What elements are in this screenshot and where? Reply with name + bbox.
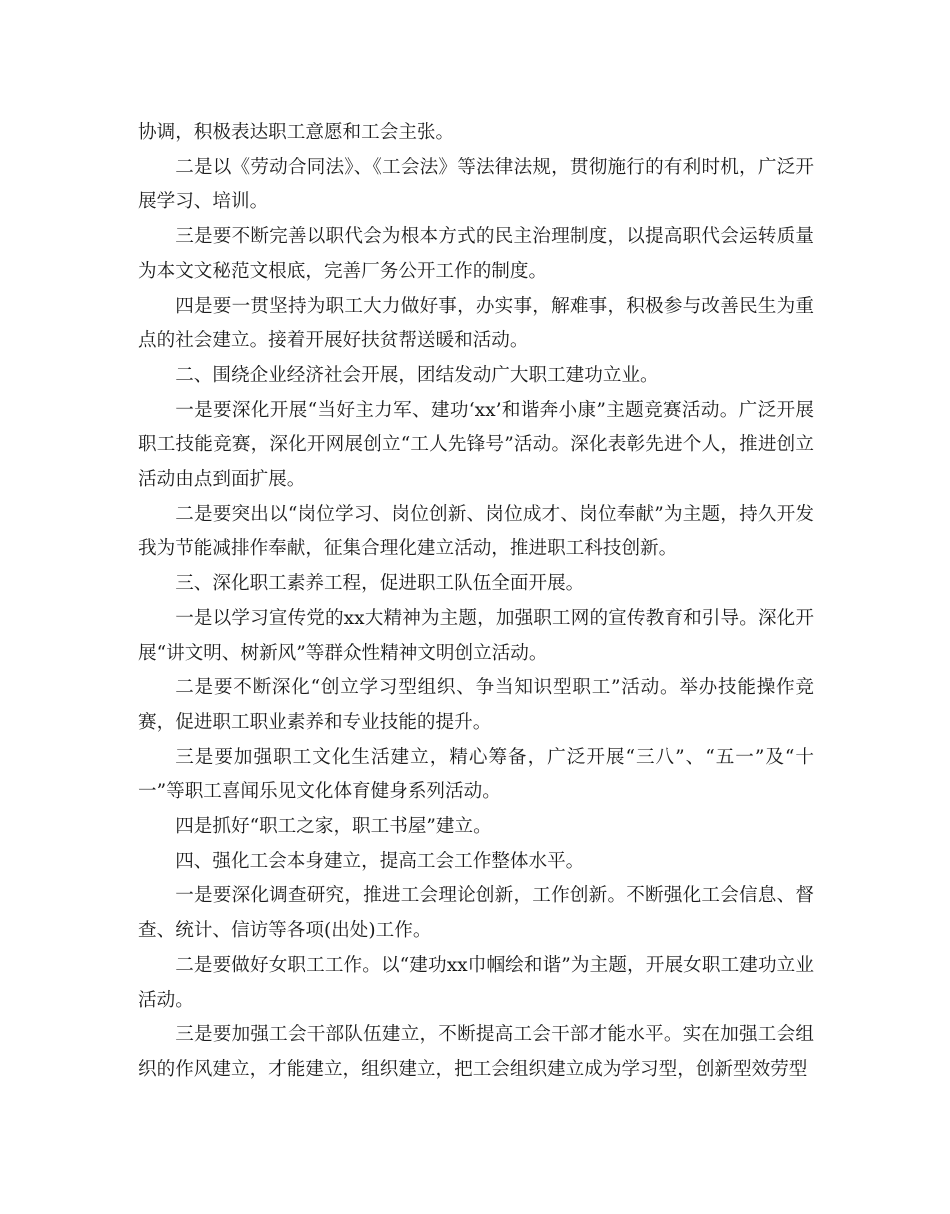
paragraph: 四是抓好“职工之家，职工书屋”建立。	[175, 816, 492, 838]
paragraph: 二是以《劳动合同法》、《工会法》等法律法规，贯彻施行的有利时机，广泛开展学习、培训。	[138, 156, 814, 213]
paragraph: 二是要做好女职工工作。以“建功xx巾帼绘和谐”为主题，开展女职工建功立业活动。	[138, 954, 814, 1011]
section-heading: 三、深化职工素养工程，促进职工队伍全面开展。	[175, 573, 585, 595]
section-heading: 四、强化工会本身建立，提高工会工作整体水平。	[175, 850, 585, 872]
paragraph: 三是要加强工会干部队伍建立，不断提高工会干部才能水平。实在加强工会组织的作风建立，才能建立，组织建立，把工会组织建立成为学习型，创新型效劳型	[138, 1024, 814, 1080]
section-heading: 二、围绕企业经济社会开展，团结发动广大职工建功立业。	[175, 364, 659, 386]
paragraph: 二是要不断深化“创立学习型组织、争当知识型职工”活动。举办技能操作竞赛，促进职工职业素养和专业技能的提升。	[138, 677, 814, 733]
paragraph: 二是要突出以“岗位学习、岗位创新、岗位成才、岗位奉献”为主题，持久开发我为节能减排作奉献，征集合理化建立活动，推进职工科技创新。	[138, 503, 814, 560]
paragraph: 协调，积极表达职工意愿和工会主张。	[138, 122, 455, 143]
paragraph: 三是要加强职工文化生活建立，精心筹备，广泛开展“三八”、“五一”及“十一”等职工喜闻乐见文化体育健身系列活动。	[138, 746, 814, 803]
paragraph: 三是要不断完善以职代会为根本方式的民主治理制度，以提高职代会运转质量为本文文秘范文根底，完善厂务公开工作的制度。	[138, 226, 814, 282]
document-body	[138, 116, 814, 1088]
paragraph: 一是要深化调查研究，推进工会理论创新，工作创新。不断强化工会信息、督查、统计、信访等各项(出处)工作。	[138, 885, 814, 942]
paragraph: 一是以学习宣传党的xx大精神为主题，加强职工网的宣传教育和引导。深化开展“讲文明、树新风”等群众性精神文明创立活动。	[138, 607, 814, 664]
paragraph: 四是要一贯坚持为职工大力做好事，办实事，解难事，积极参与改善民生为重点的社会建立。接着开展好扶贫帮送暖和活动。	[138, 295, 814, 352]
paragraph: 一是要深化开展“当好主力军、建功‘xx’和谐奔小康”主题竞赛活动。广泛开展职工技能竞赛，深化开网展创立“工人先锋号”活动。深化表彰先进个人，推进创立活动由点到面扩展。	[138, 399, 814, 491]
